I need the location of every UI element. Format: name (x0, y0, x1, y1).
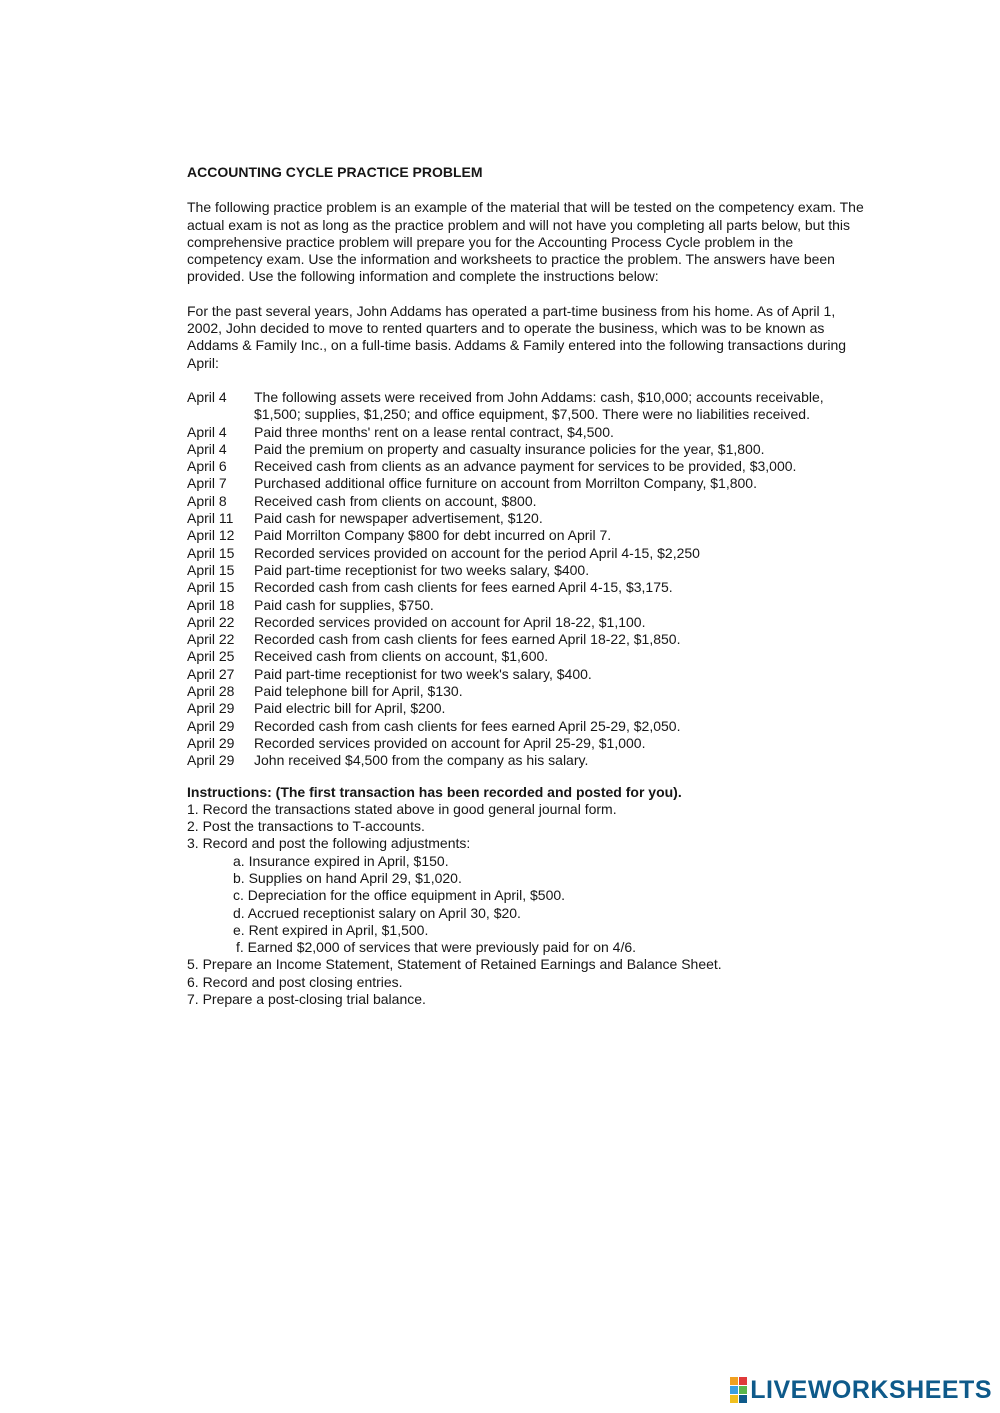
adjustment-item: e. Rent expired in April, $1,500. (233, 921, 429, 938)
transaction-description: Recorded cash from cash clients for fees earned April 4-15, $3,175. (254, 579, 673, 596)
document-title: ACCOUNTING CYCLE PRACTICE PROBLEM (187, 164, 483, 180)
liveworksheets-logo-icon (730, 1377, 747, 1403)
adjustment-item: f. Earned $2,000 of services that were previously paid for on 4/6. (236, 939, 637, 956)
transaction-row (187, 510, 867, 527)
transaction-description: Recorded cash from cash clients for fees earned April 18-22, $1,850. (254, 631, 681, 648)
transaction-row (187, 614, 867, 631)
transaction-date: April 12 (187, 527, 235, 544)
transaction-row (187, 666, 867, 683)
transaction-date: April 29 (187, 752, 235, 769)
transaction-date: April 8 (187, 492, 227, 509)
background-paragraph: For the past several years, John Addams has operated a part-time business from his home. As of April 1, 2002, John decided to move to rented quarters and to operate the business, which was to be known as Addams & Family Inc., on a full-time basis. Addams & Family entered into the following transactions during April: (187, 302, 847, 371)
transaction-description: The following assets were received from John Addams: cash, $10,000; accounts receivable, $1,500; supplies, $1,250; and office equipment, $7,500. There were no liabilities received. (254, 388, 824, 423)
instruction-item: 3. Record and post the following adjustments: (187, 835, 471, 852)
logo-mark-cell (739, 1386, 747, 1394)
transaction-description: Paid electric bill for April, $200. (254, 700, 446, 717)
transaction-description: Recorded services provided on account for April 18-22, $1,100. (254, 613, 646, 630)
transaction-description: Received cash from clients as an advance payment for services to be provided, $3,000. (254, 458, 797, 475)
transaction-description: John received $4,500 from the company as his salary. (254, 752, 589, 769)
transaction-date: April 6 (187, 458, 227, 475)
logo-text: LIVEWORKSHEETS (750, 1375, 992, 1404)
transaction-description: Paid cash for supplies, $750. (254, 596, 434, 613)
transaction-date: April 29 (187, 717, 235, 734)
transaction-description: Paid cash for newspaper advertisement, $120. (254, 510, 543, 527)
transaction-date: April 4 (187, 440, 227, 457)
logo-mark-cell (730, 1395, 738, 1403)
transaction-description: Paid the premium on property and casualty insurance policies for the year, $1,800. (254, 440, 765, 457)
transaction-row (187, 718, 867, 735)
logo-mark-cell (739, 1377, 747, 1385)
instruction-item: 5. Prepare an Income Statement, Statement of Retained Earnings and Balance Sheet. (187, 956, 722, 973)
logo-mark-cell (730, 1377, 738, 1385)
transaction-date: April 25 (187, 648, 235, 665)
transaction-description: Recorded services provided on account for the period April 4-15, $2,250 (254, 544, 700, 561)
instruction-item: 1. Record the transactions stated above in good general journal form. (187, 800, 617, 817)
transaction-description: Received cash from clients on account, $1,600. (254, 648, 549, 665)
adjustment-item: a. Insurance expired in April, $150. (233, 852, 449, 869)
transactions-list (187, 389, 867, 770)
transaction-description: Paid telephone bill for April, $130. (254, 683, 463, 700)
transaction-description: Paid part-time receptionist for two weeks salary, $400. (254, 561, 590, 578)
transaction-date: April 29 (187, 700, 235, 717)
logo-mark-cell (730, 1386, 738, 1394)
transaction-date: April 15 (187, 579, 235, 596)
transaction-description: Paid part-time receptionist for two week's salary, $400. (254, 665, 592, 682)
transaction-row (187, 597, 867, 614)
instructions-heading: Instructions: (The first transaction has been recorded and posted for you). (187, 783, 682, 800)
liveworksheets-logo (730, 1375, 992, 1405)
transaction-date: April 27 (187, 665, 235, 682)
transaction-date: April 28 (187, 683, 235, 700)
adjustment-item: b. Supplies on hand April 29, $1,020. (233, 869, 462, 886)
intro-paragraph: The following practice problem is an example of the material that will be tested on the competency exam. The actual exam is not as long as the practice problem and will not have you completing all parts below, but this comprehensive practice problem will prepare you for the Accounting Process Cycle problem in the competency exam. Use the information and worksheets to practice the problem. The answers have been provided. Use the following information and complete the instructions below: (187, 199, 864, 285)
transaction-date: April 4 (187, 423, 227, 440)
transaction-date: April 7 (187, 475, 227, 492)
transaction-date: April 4 (187, 388, 227, 405)
instructions-section (187, 784, 867, 1009)
transaction-row (187, 441, 867, 458)
transaction-date: April 15 (187, 561, 235, 578)
transaction-row (187, 562, 867, 579)
transaction-description: Received cash from clients on account, $800. (254, 492, 537, 509)
transaction-date: April 29 (187, 734, 235, 751)
logo-mark-cell (739, 1395, 747, 1403)
transaction-date: April 22 (187, 631, 235, 648)
transaction-date: April 15 (187, 544, 235, 561)
transaction-description: Purchased additional office furniture on account from Morrilton Company, $1,800. (254, 475, 757, 492)
transaction-description: Paid three months' rent on a lease rental contract, $4,500. (254, 423, 614, 440)
instruction-item: 7. Prepare a post-closing trial balance. (187, 991, 426, 1008)
transaction-description: Paid Morrilton Company $800 for debt incurred on April 7. (254, 527, 612, 544)
transaction-row (187, 389, 867, 424)
instruction-item: 2. Post the transactions to T-accounts. (187, 818, 425, 835)
transaction-row (187, 424, 867, 441)
adjustment-item: d. Accrued receptionist salary on April 30, $20. (233, 904, 521, 921)
transaction-date: April 18 (187, 596, 235, 613)
transaction-row (187, 493, 867, 510)
instruction-item: 6. Record and post closing entries. (187, 973, 403, 990)
transaction-date: April 22 (187, 613, 235, 630)
transaction-row (187, 458, 867, 475)
transaction-row (187, 631, 867, 648)
transaction-description: Recorded cash from cash clients for fees earned April 25-29, $2,050. (254, 717, 681, 734)
adjustment-item: c. Depreciation for the office equipment in April, $500. (233, 887, 566, 904)
transaction-row (187, 475, 867, 492)
transaction-row (187, 545, 867, 562)
transaction-row (187, 700, 867, 717)
transaction-row (187, 683, 867, 700)
transaction-row (187, 752, 867, 769)
worksheet-document (187, 164, 867, 1008)
transaction-row (187, 527, 867, 544)
transaction-row (187, 648, 867, 665)
transaction-description: Recorded services provided on account for April 25-29, $1,000. (254, 734, 646, 751)
adjustments-list (187, 853, 867, 957)
transaction-row (187, 735, 867, 752)
transaction-date: April 11 (187, 510, 234, 527)
transaction-row (187, 579, 867, 596)
